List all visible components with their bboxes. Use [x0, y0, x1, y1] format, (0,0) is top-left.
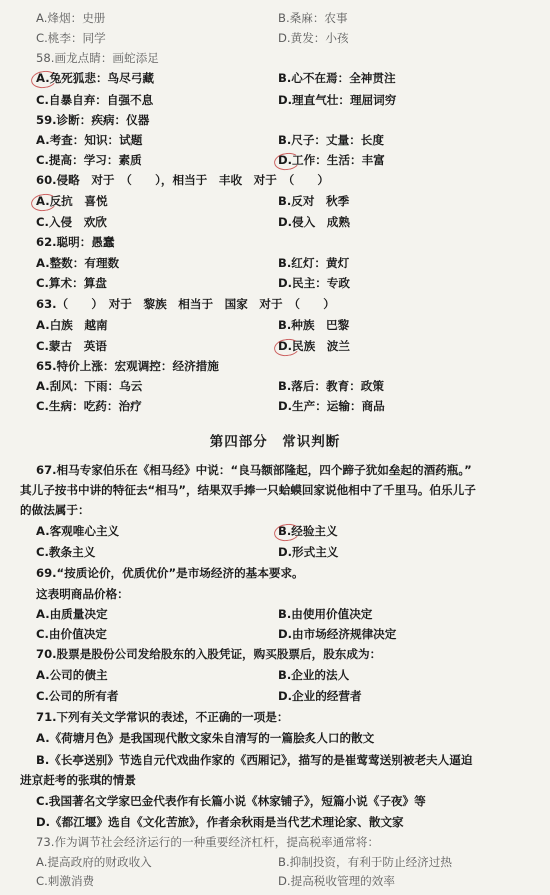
question-stem: 62.聪明：愚蠢: [36, 235, 115, 249]
option-d: D.由市场经济规律决定: [278, 627, 397, 641]
option-b: B.种族 巴黎: [278, 318, 350, 332]
option-c: C.生病：吃药：治疗: [36, 399, 142, 413]
option-b: B.由使用价值决定: [278, 607, 373, 621]
option-c: C.提高：学习：素质: [36, 153, 142, 167]
question-stem: 69.“按质论价，优质优价”是市场经济的基本要求。: [36, 566, 304, 580]
option-d: D.提高税收管理的效率: [278, 874, 395, 888]
option-b: B.心不在焉：全神贯注: [278, 71, 396, 85]
option-d: D.理直气壮：理屈词穷: [278, 93, 397, 107]
option-d: D.民族 波兰: [278, 339, 350, 353]
question-stem: 59.诊断：疾病：仪器: [36, 113, 150, 127]
option-b: B.落后：教育：政策: [278, 379, 384, 393]
option-d: D.黄发：小孩: [278, 31, 349, 45]
option-c: C.我国著名文学家巴金代表作有长篇小说《林家铺子》，短篇小说《子夜》等: [36, 794, 426, 808]
option-c: C.由价值决定: [36, 627, 107, 641]
option-a: A.由质量决定: [36, 607, 108, 621]
option-c: C.蒙古 英语: [36, 339, 107, 353]
option-a: A.《荷塘月色》是我国现代散文家朱自清写的一篇脍炙人口的散文: [36, 731, 375, 745]
option-b: B.企业的法人: [278, 668, 350, 682]
option-d: D.生产：运输：商品: [278, 399, 385, 413]
question-stem-continued: 这表明商品价格：: [36, 587, 129, 601]
option-b: B.红灯：黄灯: [278, 256, 350, 270]
option-a: A.反抗 喜悦: [36, 194, 108, 208]
option-b: B.尺子：丈量：长度: [278, 133, 384, 147]
question-stem: 65.特价上涨：宏观调控：经济措施: [36, 359, 219, 373]
question-stem: 63.（ ） 对于 黎族 相当于 国家 对于 （ ）: [36, 297, 335, 311]
option-b-continued: 进京赶考的张琪的情景: [20, 773, 136, 787]
option-a: A.刮风：下雨：乌云: [36, 379, 143, 393]
option-b: B.经验主义: [278, 524, 338, 538]
option-a: A.公司的债主: [36, 668, 108, 682]
option-b: B.《长亭送别》节选自元代戏曲作家的《西厢记》，描写的是崔莺莺送别被老夫人逼迫: [36, 753, 473, 767]
option-d: D.《都江堰》选自《文化苦旅》，作者余秋雨是当代艺术理论家、散文家: [36, 815, 404, 829]
option-c: C.公司的所有者: [36, 689, 119, 703]
question-stem: 58.画龙点睛：画蛇添足: [36, 51, 159, 65]
option-a: A.整数：有理数: [36, 256, 120, 270]
option-b: B.反对 秋季: [278, 194, 350, 208]
question-stem-continued: 其儿子按书中讲的特征去“相马”，结果双手捧一只蛤蟆回家说他相中了千里马。伯乐儿子: [20, 483, 476, 497]
option-c: C.算术：算盘: [36, 276, 107, 290]
option-a: A.考查：知识：试题: [36, 133, 143, 147]
option-a: A.白族 越南: [36, 318, 108, 332]
option-c: C.入侵 欢欣: [36, 215, 107, 229]
option-c: C.桃李：同学: [36, 31, 106, 45]
option-b: B.抑制投资，有利于防止经济过热: [278, 855, 452, 869]
option-a: A.兔死狐悲：鸟尽弓藏: [36, 71, 154, 85]
question-stem-continued: 的做法属于：: [20, 503, 90, 517]
option-c: C.刺激消费: [36, 874, 95, 888]
option-d: D.企业的经营者: [278, 689, 362, 703]
option-a: A.客观唯心主义: [36, 524, 120, 538]
question-stem: 70.股票是股份公司发给股东的入股凭证，购买股票后，股东成为：: [36, 647, 382, 661]
option-a: A.烽烟：史册: [36, 11, 106, 25]
question-stem: 73.作为调节社会经济运行的一种重要经济杠杆，提高税率通常将：: [36, 835, 380, 849]
question-stem: 67.相马专家伯乐在《相马经》中说：“良马额部隆起，四个蹄子犹如垒起的酒药瓶。”: [36, 463, 472, 477]
option-d: D.工作：生活：丰富: [278, 153, 385, 167]
option-d: D.侵入 成熟: [278, 215, 350, 229]
option-b: B.桑麻：农事: [278, 11, 348, 25]
option-d: D.民主：专政: [278, 276, 350, 290]
question-stem: 71.下列有关文学常识的表述，不正确的一项是：: [36, 710, 289, 724]
question-stem: 60.侵略 对于 （ ），相当于 丰收 对于 （ ）: [36, 173, 329, 187]
option-a: A.提高政府的财政收入: [36, 855, 152, 869]
option-d: D.形式主义: [278, 545, 339, 559]
option-c: C.教条主义: [36, 545, 96, 559]
section-title: 第四部分 常识判断: [209, 434, 341, 450]
option-c: C.自暴自弃：自强不息: [36, 93, 154, 107]
